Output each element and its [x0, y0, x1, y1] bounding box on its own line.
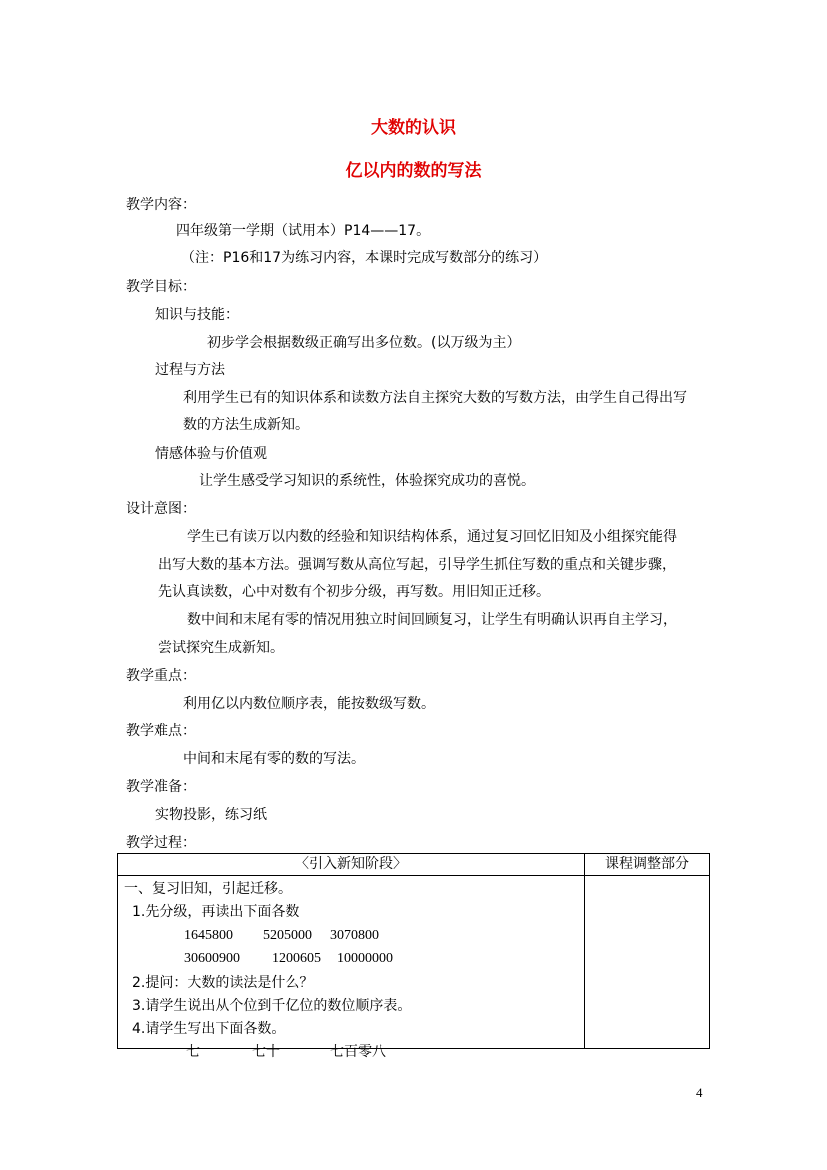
difficulty-label: 教学难点： — [126, 723, 196, 739]
emotion-label: 情感体验与价值观 — [155, 446, 267, 462]
number-6: 10000000 — [337, 951, 393, 966]
process-table — [117, 853, 710, 1060]
document-title: 大数的认识 — [371, 118, 456, 138]
item-1: 1.先分级，再读出下面各数 — [132, 904, 300, 920]
focus-text: 利用亿以内数位顺序表，能按数级写数。 — [183, 696, 435, 712]
word-3: 七百零八 — [330, 1044, 386, 1060]
table-header-intro: 〈引入新知阶段〉 — [118, 854, 585, 876]
word-1: 七 — [186, 1044, 200, 1060]
number-1: 1645800 — [184, 928, 233, 943]
page-number: 4 — [696, 1085, 703, 1100]
design-p2-line-2: 尝试探究生成新知。 — [158, 640, 284, 656]
process-label: 教学过程： — [126, 835, 196, 851]
content-line-2: （注：P16和17为练习内容，本课时完成写数部分的练习） — [181, 250, 548, 266]
focus-label: 教学重点： — [126, 668, 196, 684]
prep-label: 教学准备： — [126, 779, 196, 795]
content-line-1: 四年级第一学期（试用本）P14——17。 — [176, 223, 431, 239]
number-3: 3070800 — [330, 928, 379, 943]
table-header-adjust: 课程调整部分 — [585, 854, 710, 876]
design-p1-line-1: 学生已有读万以内数的经验和知识结构体系，通过复习回忆旧知及小组探究能得 — [187, 529, 677, 545]
table-body-adjust — [585, 876, 710, 1049]
content-label: 教学内容： — [126, 197, 196, 213]
item-3: 3.请学生说出从个位到千亿位的数位顺序表。 — [132, 998, 412, 1014]
number-5: 1200605 — [272, 951, 321, 966]
number-4: 30600900 — [184, 951, 240, 966]
section-title: 一、复习旧知，引起迁移。 — [124, 881, 292, 897]
goals-label: 教学目标： — [126, 279, 196, 295]
design-label: 设计意图： — [126, 501, 196, 517]
knowledge-text: 初步学会根据数级正确写出多位数。(以万级为主） — [207, 335, 521, 351]
difficulty-text: 中间和末尾有零的数的写法。 — [183, 751, 365, 767]
document-subtitle: 亿以内的数的写法 — [345, 161, 482, 181]
number-2: 5205000 — [263, 928, 312, 943]
emotion-text: 让学生感受学习知识的系统性，体验探究成功的喜悦。 — [199, 473, 535, 489]
table-body-intro — [118, 876, 585, 1060]
process-method-line-1: 利用学生已有的知识体系和读数方法自主探究大数的写数方法，由学生自己得出写 — [183, 390, 687, 406]
knowledge-label: 知识与技能： — [155, 307, 239, 323]
process-method-label: 过程与方法 — [155, 362, 225, 378]
item-4: 4.请学生写出下面各数。 — [132, 1021, 286, 1037]
design-p1-line-3: 先认真读数，心中对数有个初步分级，再写数。用旧知正迁移。 — [158, 584, 550, 600]
design-p1-line-2: 出写大数的基本方法。强调写数从高位写起，引导学生抓住写数的重点和关键步骤， — [158, 557, 676, 573]
prep-text: 实物投影，练习纸 — [155, 807, 267, 823]
process-method-line-2: 数的方法生成新知。 — [183, 417, 309, 433]
item-2: 2.提问：大数的读法是什么？ — [132, 975, 314, 991]
design-p2-line-1: 数中间和末尾有零的情况用独立时间回顾复习，让学生有明确认识再自主学习， — [187, 612, 677, 628]
word-2: 七十 — [252, 1044, 280, 1060]
